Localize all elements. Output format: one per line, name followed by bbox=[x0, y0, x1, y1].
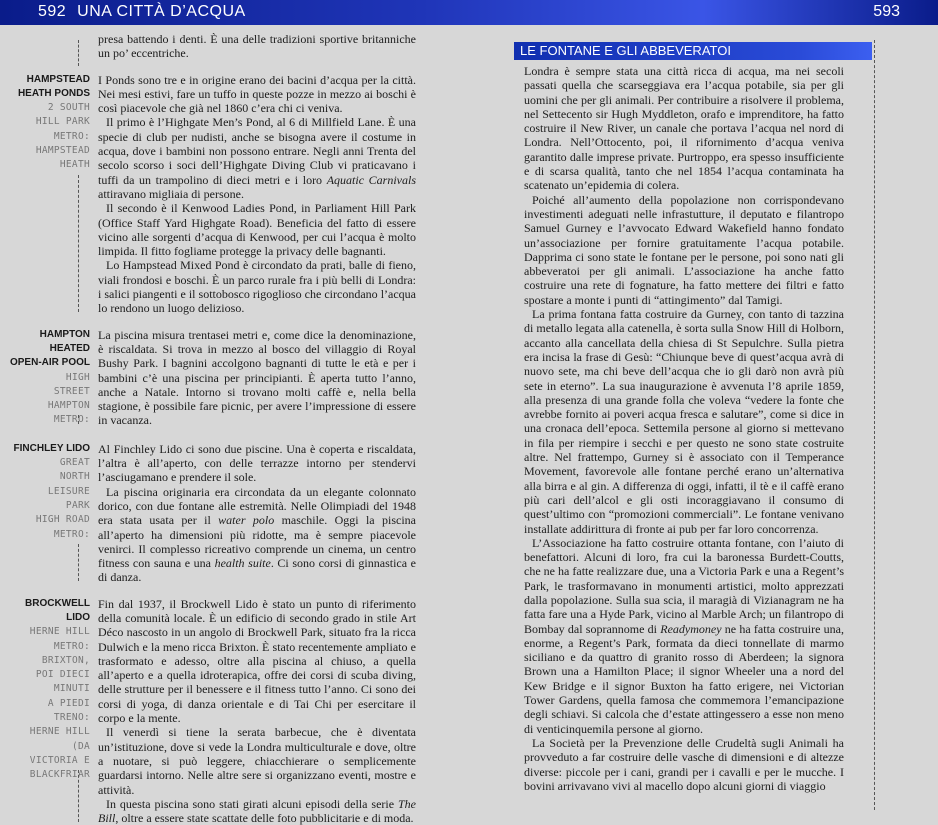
entry-address-line: HERNE HILL bbox=[29, 726, 90, 738]
entry-address-line: LEISURE bbox=[47, 485, 90, 497]
entry-address-line: HEATH bbox=[59, 159, 90, 171]
entry-address-line: METRO: bbox=[53, 130, 90, 142]
entry-name: HAMPTON HEATED bbox=[39, 328, 90, 354]
intro-text bbox=[98, 32, 416, 61]
entry-sidebar bbox=[0, 73, 90, 173]
entry-name: FINCHLEY LIDO bbox=[13, 442, 90, 454]
entry-paragraph: La piscina misura trentasei metri e, come dice la denominazione, è riscaldata. Si trova in mezzo al bosco del villaggio di Royal Bushy Park. I bagnini accolgono bagnanti di tutte le età e per i bambini c’è una piscina per principianti. È aperta tutto l’anno, anche a Natale. Intorno si trovano molti caffè e, nella bella stagione, è possibile fare picnic, per avere l’impressione di essere in vacanza. bbox=[98, 327, 416, 428]
entry-address-line: HIGH bbox=[65, 371, 90, 383]
entry-address-line: HILL PARK bbox=[35, 116, 90, 128]
entry-paragraph: Lo Hampstead Mixed Pond è circondato da prati, balle di fieno, viali frondosi e boschi. È un parco rurale fra i più belli di Londra: i salici piangenti e il sottobosco rigoglioso che circondano l’acqua lo rendono un luogo delizioso. bbox=[98, 258, 416, 316]
entry-name: BROCKWELL LIDO bbox=[25, 597, 90, 623]
section-paragraph: Poiché all’aumento della popolazione non corrispondevano investimenti adeguati nelle infrastutture, il deputato e filantropo Samuel Gurney e l’avvocato Edward Wakefield hanno fondato un’associazione per fornire gratuitamente l’acqua potabile. Dapprima ci sono state le fontane per le persone, poi sono nati gli abbeveratoi per gli animali. L’associazione ha anche fatto costruire una rete di fognature, ha fatto mettere dei filtri e fatto spostare a monte i punti di “attingimento” dal Tamigi. bbox=[524, 192, 844, 307]
intro-paragraph: presa battendo i denti. È una delle tradizioni sportive britanniche un po’ eccentriche. bbox=[98, 32, 416, 61]
entry-address-line: POI DIECI bbox=[35, 669, 90, 681]
entry-sidebar bbox=[0, 597, 90, 783]
entry-text bbox=[98, 73, 416, 316]
left-running-head bbox=[38, 3, 246, 21]
entry-address-line: 2 SOUTH bbox=[47, 102, 90, 114]
entry-paragraph: La piscina originaria era circondata da un elegante colonnato dorico, con due fontane alle estremità. Nelle Olimpiadi del 1948 era stata usata per il water polo maschile. Oggi la piscina all’aperto ha dimensioni più ridotte, ma è sempre piacevole venirci. Il complesso ricreativo comprende un cinema, un centro fitness con sauna e una health suite. Ci sono corsi di ginnastica e di danza. bbox=[98, 484, 416, 585]
left-page-column bbox=[0, 32, 430, 825]
entry-address-line: HAMPTON bbox=[47, 400, 90, 412]
right-page-column bbox=[510, 32, 870, 822]
entry-text bbox=[98, 328, 416, 428]
entry-paragraph: Fin dal 1937, il Brockwell Lido è stato un punto di riferimento della comunità locale. È un edificio di secondo grado in stile Art Déco nascosto in un angolo di Brockwell Park, situato fra la ricca Dulwich e la meno ricca Brixton. È stato recentemente ampliato e trasformato e adesso, oltre alla piscina al chiuso, a quella all’aperto e a quella idroterapica, offre dei corsi di scuba diving, delle strutture per il benessere e il fitness tutto l’anno. Ci sono dei corsi di yoga, di danza orientale e di Tai Chi per esercitare il corpo e la mente. bbox=[98, 596, 416, 726]
running-header-bar bbox=[0, 0, 938, 25]
entry-address-line: BLACKFRIAR bbox=[29, 769, 90, 781]
entry-address-line: HAMPSTEAD bbox=[35, 145, 90, 157]
section-title: LE FONTANE E GLI ABBEVERATOI bbox=[514, 42, 872, 60]
entry-paragraph: In questa piscina sono stati girati alcuni episodi della serie The Bill, oltre a essere state scattate delle foto pubblicitarie e di moda. bbox=[98, 796, 416, 825]
right-margin-rule bbox=[874, 40, 875, 810]
entry-address-line: STREET bbox=[53, 385, 90, 397]
right-page-number: 593 bbox=[873, 3, 900, 20]
margin-rule bbox=[78, 175, 79, 312]
entry-address-line: GREAT bbox=[59, 457, 90, 469]
entry-sidebar bbox=[0, 442, 90, 542]
entry-text bbox=[98, 442, 416, 585]
margin-rule bbox=[78, 770, 79, 821]
listing-entry bbox=[0, 442, 430, 585]
entry-name: HEATH PONDS bbox=[17, 87, 90, 99]
entry-paragraph: Al Finchley Lido ci sono due piscine. Una è coperta e riscaldata, l’altra è all’aperto, con delle terrazze intorno per stendervi l’asciugamano e prendere il sole. bbox=[98, 441, 416, 485]
entry-address-line: HERNE HILL bbox=[29, 626, 90, 638]
margin-rule bbox=[78, 544, 79, 581]
entry-address-line: METRO: bbox=[53, 414, 90, 426]
listing-entry bbox=[0, 597, 430, 825]
section-paragraph: La prima fontana fatta costruire da Gurney, con tanto di tazzina di metallo legata alla catenella, è sorta sulla Snow Hill di Holborn, accanto alla cancellata della chiesa di St Sepulchre. Sulla pietra era incisa la frase di Gesù: “Chiunque beve di quest’acqua avrà di nuovo sete, ma chi beve dell’acqua che io gli darò non avrà più sete in eterno”. La sua inaugurazione è avvenuta l’8 aprile 1859, alla presenza di una grande folla che voleva “vedere la fonte che avrebbe fornito ai poveri acqua fresca e salutare”, come si dice in una cronaca dell’epoca. Settemila persone al giorno si mettevano in fila per riempire i secchi e per questo ne sono state costruite altre. Nel frattempo, Gurney si è associato con il Temperance Movement, favorevole alle fontane perché erano un’alternativa alla birra e al gin. A differenza di oggi, infatti, il tè e il caffè erano più cari dell’alcol e gli osti incoraggiavano il consumo di quest’ultimo con “promozioni commerciali”. Le fontane venivano installate addirittura di fronte ai pub per far loro concorrenza. bbox=[524, 307, 844, 536]
entry-address-line: VICTORIA E bbox=[29, 754, 90, 766]
entry-paragraph: I Ponds sono tre e in origine erano dei bacini d’acqua per la città. Nei mesi estivi, fare un tuffo in queste pozze in mezzo ai boschi è così piacevole che già nel 1860 c’era chi ci veniva. bbox=[98, 72, 416, 116]
entry-name: OPEN-AIR POOL bbox=[9, 357, 90, 369]
entry-address-line: METRO: bbox=[53, 640, 90, 652]
section-body bbox=[524, 64, 844, 793]
entry-paragraph: Il secondo è il Kenwood Ladies Pond, in Parliament Hill Park (Office Staff Yard Highgate Road). Beneficia del fatto di essere vicino alle sorgenti d’acqua di Kenwood, per cui l’acqua è molto limpida. Il fitto fogliame protegge la privacy delle bagnanti. bbox=[98, 201, 416, 259]
left-page-number: 592 bbox=[38, 3, 67, 20]
entry-address-line: (DA bbox=[71, 740, 90, 752]
left-running-title: UNA CITTÀ D’ACQUA bbox=[77, 3, 246, 20]
listing-entry bbox=[0, 73, 430, 316]
entry-address-line: BRIXTON, bbox=[41, 654, 90, 666]
entry-address-line: MINUTI bbox=[53, 683, 90, 695]
listing-entry bbox=[0, 328, 430, 428]
entry-text bbox=[98, 597, 416, 825]
margin-rule bbox=[78, 40, 79, 66]
entry-paragraph: Il venerdì si tiene la serata barbecue, che è diventata un’istituzione, dove si vede la Londra multiculturale e dove, oltre a nuotare, si può leggere, chiacchierare o semplicemente guardarsi intorno. Nelle altre sere si organizzano eventi, mostre e attività. bbox=[98, 725, 416, 797]
entry-address-line: METRO: bbox=[53, 528, 90, 540]
margin-rule bbox=[78, 415, 79, 423]
entry-address-line: PARK bbox=[65, 499, 90, 511]
entry-sidebar bbox=[0, 328, 90, 428]
section-paragraph: L’Associazione ha fatto costruire ottanta fontane, con l’aiuto di benefattori. Alcuni di loro, fra cui la baronessa Burdett-Coutts, che ne ha fatte realizzare due, una a Victoria Park e una a Regent’s Park, le trasformavano in monumenti artistici, molto apprezzati dalla popolazione. Sulla sua scia, il maragià di Vizianagram ne ha fatta fare una a Hyde Park, vicino al Marble Arch; un filantropo di Bombay dal soprannome di Readymoney ne ha fatta costruire una, enorme, a Regent’s Park, formata da dieci tonnellate di marmo siciliano e da quattro di granito rosso di Aberdeen; la signora Brown una a Hamilton Place; il signor Wheeler una a nord del Kew Bridge e il signor Buxton ha fatto erigere, nei Victorian Tower Gardens, quella famosa che commemora l’emancipazione degli schiavi. Si calcola che d’estate attingessero a esse non meno di venticinquemila persone al giorno. bbox=[524, 535, 845, 736]
entry-address-line: A PIEDI bbox=[47, 697, 90, 709]
entry-address-line: NORTH bbox=[59, 471, 90, 483]
entry-paragraph: Il primo è l’Highgate Men’s Pond, al 6 di Millfield Lane. È una specie di club per nudisti, anche se bisogna avere il costume in acqua, dove i bambini non possono entrare. Negli anni Trenta del secolo scorso i soci dell’Highgate Diving Club vi praticavano i tuffi da un trampolino di dieci metri e i loro Aquatic Carnivals attiravano migliaia di persone. bbox=[98, 115, 416, 201]
section-paragraph: La Società per la Prevenzione delle Crudeltà sugli Animali ha provveduto a far costruire delle vasche di dimensioni e di altezze diverse: piccole per i cani, grandi per i cavalli e per le mucche. I bovini arrivavano vivi al macello dopo alcuni giorni di viaggio bbox=[524, 735, 844, 793]
entry-name: HAMPSTEAD bbox=[26, 73, 90, 85]
entry-address-line: HIGH ROAD bbox=[35, 514, 90, 526]
section-paragraph: Londra è sempre stata una città ricca di acqua, ma nei secoli passati quella che scarseggiava era l’acqua potabile, sia per gli uomini che per gli animali. Per contribuire a risolvere il problema, nel Settecento sir Hugh Myddleton, orafo e imprenditore, ha fatto costruire il New River, un canale che portava l’acqua nel nord di Londra. Nell’Ottocento, poi, il rifornimento d’acqua veniva garantito dalle imprese private. Purtroppo, era spesso insufficiente e di scarsa qualità, tanto che nel 1854 l’acqua contaminata ha scatenato un’epidemia di colera. bbox=[524, 64, 844, 193]
entry-address-line: TRENO: bbox=[53, 712, 90, 724]
